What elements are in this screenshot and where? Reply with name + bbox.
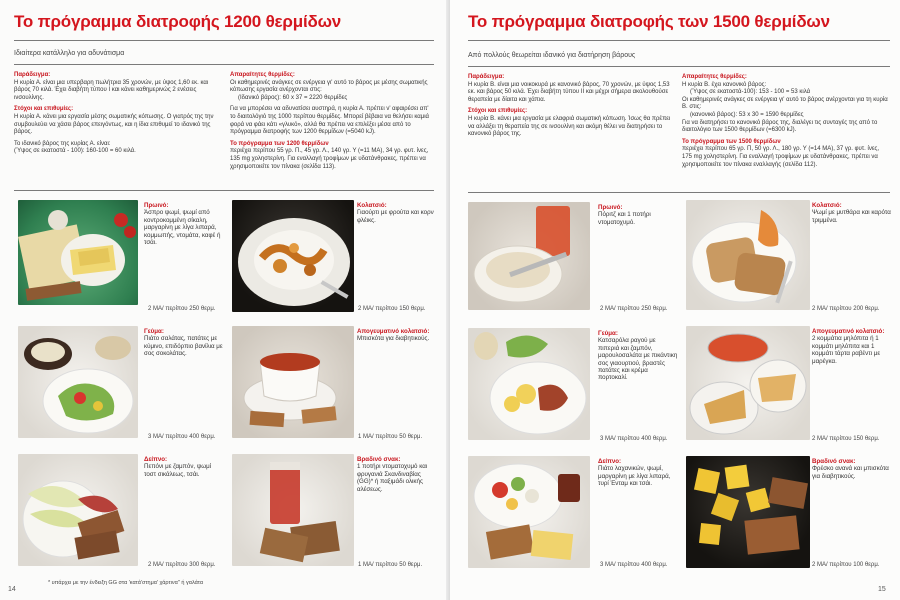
snack-calories: 2 ΜΑ/ περίπου 200 θερμ. — [812, 306, 880, 312]
reduction-text: Για να μπορέσει να αδυνατίσει αυστηρά, η κυρία Α. πρέπει ν' αφαιρέσει απ' το διαιτολόγιό της 1000 περίπου θερμίδες. Μπορεί βέβαια να θελήσει καμιά φορά να φάει κάτι «γλυκό», αλλά θα πρέπει να επιλέξει μέσα από το πρόγραμμα διατροφής των 1200 θερμίδων (=5040 kJ). — [230, 106, 429, 136]
afternoon-snack-desc: 2 κομμάτια μηλόπιτα ή 1 κομμάτι μηλόπιτα και 1 κομμάτι τάρτα ραβέντι με μαρέγκα. — [812, 335, 881, 365]
page-number-right: 15 — [878, 586, 886, 593]
lunch-title: Γεύμα: — [144, 328, 164, 335]
lunch-calories: 3 ΜΑ/ περίπου 400 θερμ. — [148, 434, 216, 440]
afternoon-snack-photo — [232, 326, 354, 438]
example-text: Η κυρία Α. είναι μια υπερβαρη πωλήτρια 35 χρονών, με ύψος 1,60 εκ. και βάρος 70 κιλά. Έχει διαβήτη τύπου I και κάνει καθημερινώς 2 ενέσεις ινσουλίνης. — [14, 79, 209, 101]
example-heading: Παράδειγμα: — [468, 74, 505, 80]
daily-needs-text: Οι καθημερινές ανάγκες σε ενέργεια γι' αυτό το βάρος ανέρχονται για τη κυρία Β. στις: — [682, 96, 888, 111]
lunch-photo — [18, 326, 138, 438]
dinner-photo — [18, 454, 138, 566]
dinner-desc: Πεπόνι με ζαμπόν, ψωμί τοστ σικάλεως, τσάι. — [144, 463, 212, 478]
breakfast-title: Πρωινό: — [144, 202, 169, 209]
evening-snack-photo — [232, 454, 354, 566]
calories-formula: (Ιδανικό βάρος): 60 x 37 = 2220 θερμίδες — [238, 94, 348, 101]
snack-calories: 2 ΜΑ/ περίπου 150 θερμ. — [358, 306, 426, 312]
afternoon-snack-title: Απογευματινό κολατσιό: — [812, 328, 885, 335]
example-text: Η κυρία Β. είναι μια νοικοκυρά με κανονικό βάρος, 70 χρονών, με ύψος 1,53 εκ. και βάρος 50 κιλά. Έχει διαβήτη τύπου II και μέχρι σήμερα ακολουθούσε θεραπεία με δίαιτα και χάπια. — [468, 81, 670, 103]
example-column-1200 — [14, 72, 219, 160]
evening-snack-desc: Φρέσκο ανανά και μπισκότα για διαβητικούς. — [812, 465, 889, 480]
afternoon-snack-desc: Μπισκότα για διαβητικούς. — [357, 335, 430, 343]
afternoon-snack-calories: 2 ΜΑ/ περίπου 150 θερμ. — [812, 436, 880, 442]
evening-snack-label — [357, 456, 437, 493]
subtitle-rule — [14, 64, 434, 65]
afternoon-snack-label — [812, 328, 892, 365]
breakfast-title: Πρωινό: — [598, 204, 623, 211]
calories-column-1200 — [230, 72, 435, 175]
snack-photo — [686, 200, 810, 310]
program-text: περιέχει περίπου 55 γρ. Π., 45 γρ. Λ., 140 γρ. Υ (=11 ΜΑ), 34 γρ. φυτ. ίνες, 135 mg χοληστερίνη. Για εναλλαγή τροφίμων με υδατάνθρακες, πρέπει να χρησιμοποιείτε τον πίνακα (σελίδα 113). — [230, 148, 429, 170]
program-heading: Το πρόγραμμα των 1200 θερμίδων — [230, 140, 329, 147]
lunch-label — [598, 330, 678, 382]
title-rule — [468, 40, 890, 41]
afternoon-snack-label — [357, 328, 437, 343]
evening-snack-label — [812, 458, 892, 480]
breakfast-photo — [18, 200, 138, 305]
page-title-1200: Το πρόγραμμα διατροφής 1200 θερμίδων — [14, 12, 341, 31]
ideal-weight-formula: (Ύψος σε εκατοστά - 100): 160-100 = 60 κιλά. — [14, 148, 136, 155]
lunch-photo — [468, 328, 590, 440]
dinner-photo — [468, 456, 590, 568]
right-page — [450, 0, 900, 600]
goals-heading: Στόχοι και επιθυμίες: — [468, 108, 528, 115]
breakfast-photo — [468, 202, 590, 310]
breakfast-calories: 2 ΜΑ/ περίπου 250 θερμ. — [148, 306, 216, 312]
evening-snack-photo — [686, 456, 810, 568]
snack-desc: Ψωμί με μυτθάρα και καρότα τριμμένα. — [812, 209, 891, 224]
example-heading: Παράδειγμα: — [14, 72, 51, 78]
evening-snack-calories: 2 ΜΑ/ περίπου 100 θερμ. — [812, 562, 880, 568]
snack-photo — [232, 200, 354, 312]
maintain-text: Για να διατηρήσει το κανονικό βάρος της, διαλέγει τις συνταγές της από το διαιτολόγιο των 1500 θερμίδων (=6300 kJ). — [682, 119, 878, 134]
snack-title: Κολατσιό: — [812, 202, 842, 209]
program-heading: Το πρόγραμμα των 1500 θερμίδων — [682, 138, 781, 145]
page-number-left: 14 — [8, 586, 16, 593]
evening-snack-title: Βραδινό σνακ: — [357, 456, 401, 463]
page-title-1500: Το πρόγραμμα διατροφής των 1500 θερμίδων — [468, 12, 830, 31]
normal-weight-text: Η κυρία Β. έχει κανονικό βάρος: — [682, 81, 767, 88]
evening-snack-desc: 1 ποτήρι ντοματοχυμό και φρυγανιά Σκανδιναβίας (GG)* ή παξιμάδι ολικής αλέσεως. — [357, 463, 428, 493]
subtitle-rule — [468, 66, 890, 67]
dinner-title: Δείπνο: — [144, 456, 168, 463]
title-rule — [14, 40, 434, 41]
subtitle-1200: Ιδιαίτερα κατάλληλο για αδυνάτισμα — [14, 50, 125, 57]
afternoon-snack-title: Απογευματινό κολατσιό: — [357, 328, 430, 335]
lunch-title: Γεύμα: — [598, 330, 618, 337]
goals-heading: Στόχοι και επιθυμίες: — [14, 106, 74, 113]
lunch-calories: 3 ΜΑ/ περίπου 400 θερμ. — [600, 436, 668, 442]
dinner-title: Δείπνο: — [598, 458, 622, 465]
calories-column-1500 — [682, 74, 890, 173]
calories-formula: (κανονικό βάρος): 53 x 30 = 1590 θερμίδες — [690, 111, 804, 118]
afternoon-snack-calories: 1 ΜΑ/ περίπου 50 θερμ. — [358, 434, 423, 440]
evening-snack-calories: 1 ΜΑ/ περίπου 50 θερμ. — [358, 562, 423, 568]
section-rule — [14, 190, 434, 191]
breakfast-desc: Άσπρο ψωμί, ψωμί από κοντροκομμένη σίκαλη, μαργαρίνη με λίγα λιπαρά, κομμωπής, ντομάτα, καφέ ή τσάι. — [144, 209, 221, 247]
dinner-label — [144, 456, 224, 478]
breakfast-calories: 2 ΜΑ/ περίπου 250 θερμ. — [600, 306, 668, 312]
goals-text: Η κυρία Α. κάνει μια εργασία μέσης σωματικής κόπωσης. Ο γιατρός της την συμβουλεύει να χάσει βάρος επειγόντως, και η ίδια επιθυμεί το ιδανικό της βάρος. — [14, 113, 214, 136]
dinner-calories: 3 ΜΑ/ περίπου 400 θερμ. — [600, 562, 668, 568]
breakfast-label — [144, 202, 224, 246]
required-calories-text: Οι καθημερινές ανάγκες σε ενέργεια γι' αυτό το βάρος με μέσης σωματικής κόπωσης εργασία ανέρχονται στις: — [230, 79, 428, 94]
required-calories-heading: Απαραίτητες θερμίδες: — [682, 74, 747, 80]
goals-text: Η κυρία Β. κάνει μια εργασία με ελαφριά σωματική κόπωση. Ίσως θα πρέπει να αλλάξει τη θεραπεία της σε ινσουλίνη και ακόμη θέλει να διατηρήσει το κανονικό βάρος της. — [468, 115, 671, 138]
evening-snack-title: Βραδινό σνακ: — [812, 458, 856, 465]
section-rule — [468, 192, 890, 193]
breakfast-desc: Πόριτζ και 1 ποτήρι ντοματοχυμό. — [598, 211, 651, 226]
lunch-label — [144, 328, 224, 358]
snack-title: Κολατσιό: — [357, 202, 387, 209]
example-column-1500 — [468, 74, 673, 143]
subtitle-1500: Από πολλούς θεωρείται ιδανικό για διατήρηση βάρους — [468, 52, 636, 59]
ideal-weight-text: Το ιδανικό βάρος της κυρίας Α. είναι: — [14, 140, 111, 147]
snack-label — [357, 202, 437, 224]
normal-weight-formula: (Ύψος σε εκατοστά-100): 153 - 100 = 53 κιλά — [690, 89, 811, 96]
snack-desc: Γιαούρτι με φρούτα και κορν φλέικς. — [357, 209, 434, 224]
dinner-label — [598, 458, 678, 488]
dinner-calories: 2 ΜΑ/ περίπου 300 θερμ. — [148, 562, 216, 568]
program-text: περιέχει περίπου 65 γρ. Π, 50 γρ. Λ., 180 γρ. Υ (=14 ΜΑ), 37 γρ. φυτ. ίνες, 175 mg χοληστερίνη. Για εναλλαγή τροφίμων με υδατάνθρακες, πρέπει να χρησιμοποιείτε τον πίνακα εναλλαγής (σελίδα 112). — [682, 146, 880, 168]
afternoon-snack-photo — [686, 326, 810, 440]
required-calories-heading: Απαραίτητες θερμίδες: — [230, 72, 295, 78]
breakfast-label — [598, 204, 678, 226]
dinner-desc: Πιάτο λαχανικών, ψωμί, μαργαρίνη με λίγα λιπαρά, τυρί Ένταμ και τσάι. — [598, 465, 671, 488]
lunch-desc: Κατσαρόλα ραγού με πιπεριά και ζαμπόν, μαρουλοσαλάτα με πικάντικη σος γιαουρτιού, βραστές πατάτες και κρέμα πορτοκαλί. — [598, 337, 678, 382]
lunch-desc: Πιάτο σαλάτας, πατάτες με κύμινο, επιδόρπιο βανίλια με σος σοκολάτας. — [144, 335, 223, 358]
footnote: * υπάρχει με την ένδειξη GG στα 'κατά'στημα' χάρτινα'' ή γαλάτα — [48, 580, 204, 586]
snack-label — [812, 202, 892, 224]
